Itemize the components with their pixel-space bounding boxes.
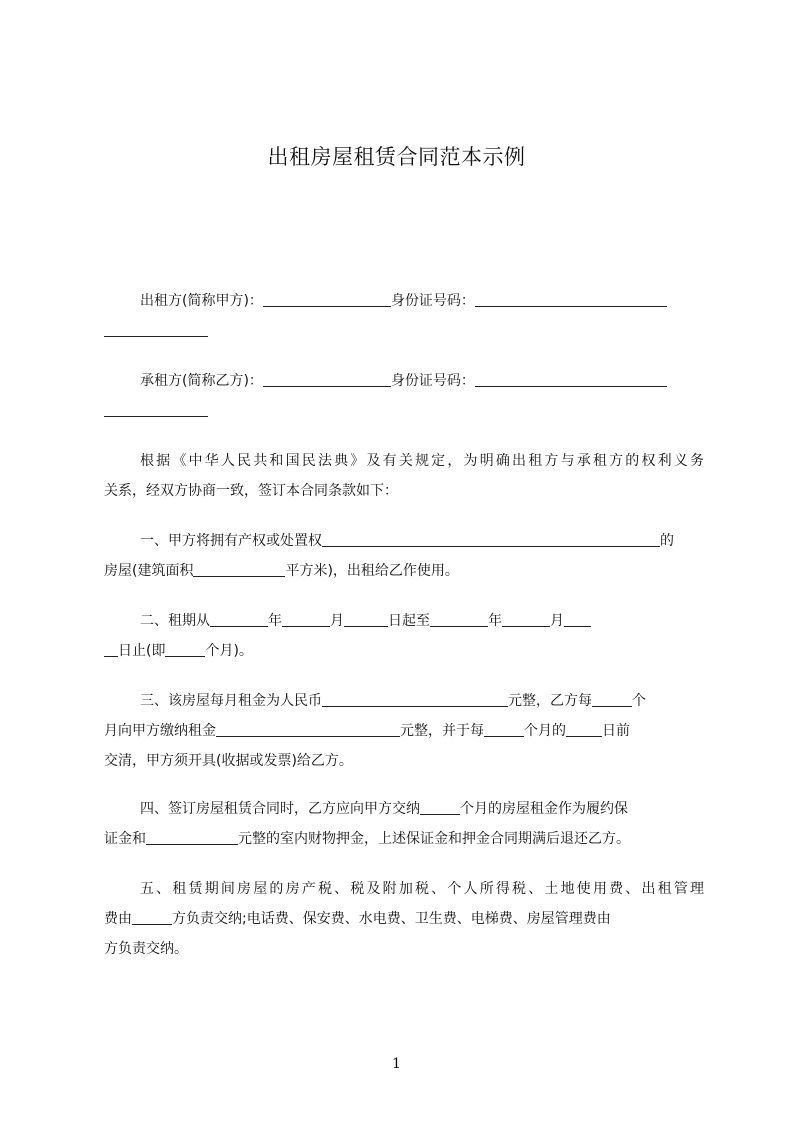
clause-5-text-b: 方负责交纳;电话费、保安费、水电费、卫生费、电梯费、房屋管理费由 [172,911,611,927]
clause-4-text-b: 个月的房屋租金作为履约保 [460,801,628,817]
clause-1-line-1 [104,526,704,556]
lessee-name-blank[interactable] [263,369,391,387]
property-address-blank[interactable] [322,529,660,547]
payment-interval-blank[interactable] [592,689,632,707]
clause-5-text-a: 费由 [104,911,132,927]
clause-3-text-d: 月向甲方缴纳租金 [104,723,216,739]
clause-4-line-1 [104,794,704,824]
lessee-label: 承租方(简称乙方)： [140,373,263,389]
lessee-section [104,366,704,426]
clause-5-line-3: 方负责交纳。 [104,941,188,957]
lessee-id-blank-cont[interactable] [104,399,208,417]
term-months-blank[interactable] [165,639,205,657]
clause-2-text-a: 二、租期从 [140,613,210,629]
clause-1-line-2 [104,556,704,586]
clause-2-line-1 [104,606,704,636]
end-year-blank[interactable] [430,609,488,627]
lessee-id-label: 身份证号码： [390,373,475,389]
lessor-section [104,286,704,346]
clause-3-line-2 [104,716,704,746]
property-deposit-blank[interactable] [146,827,238,845]
lessor-id-blank-cont[interactable] [104,319,208,337]
preamble-line-2: 关系，经双方协商一致，签订本合同条款如下： [104,483,398,499]
tax-payer-blank[interactable] [132,907,172,925]
clause-5-line-2 [104,904,704,934]
clause-3-text-a: 三、该房屋每月租金为人民币 [140,693,322,709]
preamble-line-1: 根据《中华人民共和国民法典》及有关规定，为明确出租方与承租方的权利义务 [140,453,704,469]
clause-3-text-f: 个月的 [524,723,566,739]
clause-3-text-g: 日前 [602,723,630,739]
clause-2-line-2 [104,636,704,666]
rent-amount-blank[interactable] [216,719,400,737]
clause-1-text-d: 平方米)，出租给乙作使用。 [285,563,459,579]
clause-5 [104,874,704,964]
deposit-months-blank[interactable] [420,797,460,815]
start-month-blank[interactable] [282,609,330,627]
lessor-id-blank[interactable] [475,289,667,307]
clause-4 [104,794,704,854]
lessee-id-blank[interactable] [475,369,667,387]
lessor-name-blank[interactable] [263,289,391,307]
clause-2 [104,606,704,666]
page-number: 1 [392,1056,401,1072]
clause-1-text-c: 房屋(建筑面积 [104,563,194,579]
pay-every-blank[interactable] [484,719,524,737]
clause-2-text-c: 月 [330,613,344,629]
lessor-id-label: 身份证号码： [390,293,475,309]
clause-3 [104,686,704,776]
clause-2-text-d: 日起至 [388,613,430,629]
end-month-blank[interactable] [502,609,550,627]
lessee-line-cont [104,396,704,426]
clause-3-text-b: 元整，乙方每 [508,693,592,709]
clause-2-text-g: 日止(即 [118,643,166,659]
clause-2-text-b: 年 [268,613,282,629]
preamble [104,446,704,506]
clause-1-text-a: 一、甲方将拥有产权或处置权 [140,533,322,549]
clause-3-text-e: 元整，并于每 [400,723,484,739]
floor-area-blank[interactable] [193,559,285,577]
lessor-line [104,286,704,316]
document-title: 出租房屋租赁合同范本示例 [267,145,526,169]
clause-2-text-e: 年 [488,613,502,629]
end-day-blank-cont[interactable] [104,639,118,657]
lessor-line-cont [104,316,704,346]
start-day-blank[interactable] [344,609,388,627]
lessor-label: 出租方(简称甲方)： [140,293,263,309]
clause-5-line-1: 五、租赁期间房屋的房产税、税及附加税、个人所得税、土地使用费、出租管理 [140,881,704,897]
clause-3-line-3: 交清，甲方须开具(收据或发票)给乙方。 [104,753,353,769]
clause-2-text-h: 个月)。 [205,643,253,659]
lessee-line [104,366,704,396]
clause-1-text-b: 的 [660,533,674,549]
monthly-rent-blank[interactable] [322,689,508,707]
clause-3-line-1 [104,686,704,716]
clause-4-line-2 [104,824,704,854]
end-day-blank[interactable] [564,609,591,627]
clause-2-text-f: 月 [550,613,564,629]
clause-4-text-a: 四、签订房屋租赁合同时，乙方应向甲方交纳 [140,801,420,817]
clause-1 [104,526,704,586]
pay-day-blank[interactable] [566,719,602,737]
clause-4-text-c: 证金和 [104,831,146,847]
clause-4-text-d: 元整的室内财物押金，上述保证金和押金合同期满后退还乙方。 [238,831,630,847]
start-year-blank[interactable] [210,609,268,627]
clause-3-text-c: 个 [632,693,646,709]
